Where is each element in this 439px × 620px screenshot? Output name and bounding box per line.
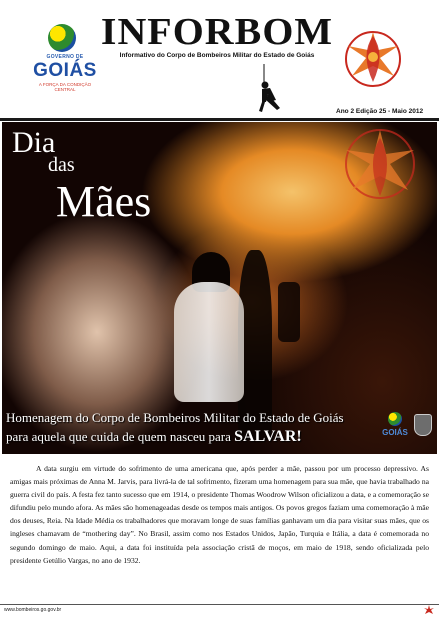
bombeiros-emblem-icon <box>338 24 408 94</box>
newsletter-title: INFORBOM <box>100 11 334 53</box>
governo-de-goias-logo <box>28 24 100 94</box>
header-divider <box>0 118 439 121</box>
globe-icon <box>388 412 402 426</box>
hands-image <box>174 282 244 402</box>
cover-goias-name: GOIÁS <box>382 428 408 437</box>
article-body: A data surgiu em virtude do sofrimento de uma americana que, após perder a mãe, passou por um processo depressivo. As amigas mais próximas de Anna M. Jarvis, para livrá-la de tal sofrimento, fizeram uma homenagem para sua mãe, que havia trabalhado na guerra civil do país. A festa fez tanto sucesso que em 1914, o presidente Thomas Woodrow Wilson oficializou a data, e a comemoração se difundiu pelo mundo afora. As mães são homenageadas desde os tempos mais antigos. Os povos gregos faziam uma comemoração à mãe dos deuses, Reia. Na Idade Média os trabalhadores que moravam longe de suas famílias ganhavam um dia para visitar suas mães, que os ingleses chamavam de “mothering day”. No Brasil, assim como nos Estados Unidos, Japão, Turquia e Itália, a data é comemorada no segundo domingo de maio. Aqui, a data foi instituída pela associação cristã de moços, em maio de 1918, sendo oficializada pelo presidente Getúlio Vargas, no ano de 1932. <box>10 464 429 565</box>
newsletter-subtitle: Informativo do Corpo de Bombeiros Militar do Estado de Goiás <box>119 52 315 59</box>
cover-caption-line2-text: para aquela que cuida de quem nasceu para <box>6 429 235 444</box>
cover-goias-logo <box>380 412 410 444</box>
cover-title-line2: das <box>48 154 75 176</box>
cover-title-line3: Mães <box>56 177 152 226</box>
cover-caption-line1: Homenagem do Corpo de Bombeiros Militar do Estado de Goiás <box>6 410 344 425</box>
firefighter-silhouette-back <box>278 282 300 342</box>
goias-logo-tagline: A FORÇA DA CONDIÇÃO CENTRAL <box>38 82 92 92</box>
bombeiros-mini-emblem-icon <box>424 605 434 615</box>
goias-logo-name: GOIÁS <box>33 60 97 81</box>
footer-url: www.bombeiros.go.gov.br <box>4 607 62 613</box>
globe-icon <box>48 24 76 52</box>
edition-info: Ano 2 Edição 25 - Maio 2012 <box>336 108 424 115</box>
bombeiros-emblem-watermark-icon <box>332 124 428 204</box>
masthead <box>0 0 439 122</box>
cover-image <box>2 122 437 454</box>
goias-logo-small-text: GOVERNO DE <box>46 54 84 60</box>
cover-caption-emphasis: SALVAR! <box>234 428 302 445</box>
rappelling-firefighter-icon <box>250 64 290 114</box>
cover-caption-line2 <box>6 428 386 446</box>
shield-icon <box>414 414 432 436</box>
cover-title-line1: Dia <box>12 126 56 159</box>
footer-divider <box>0 604 439 605</box>
